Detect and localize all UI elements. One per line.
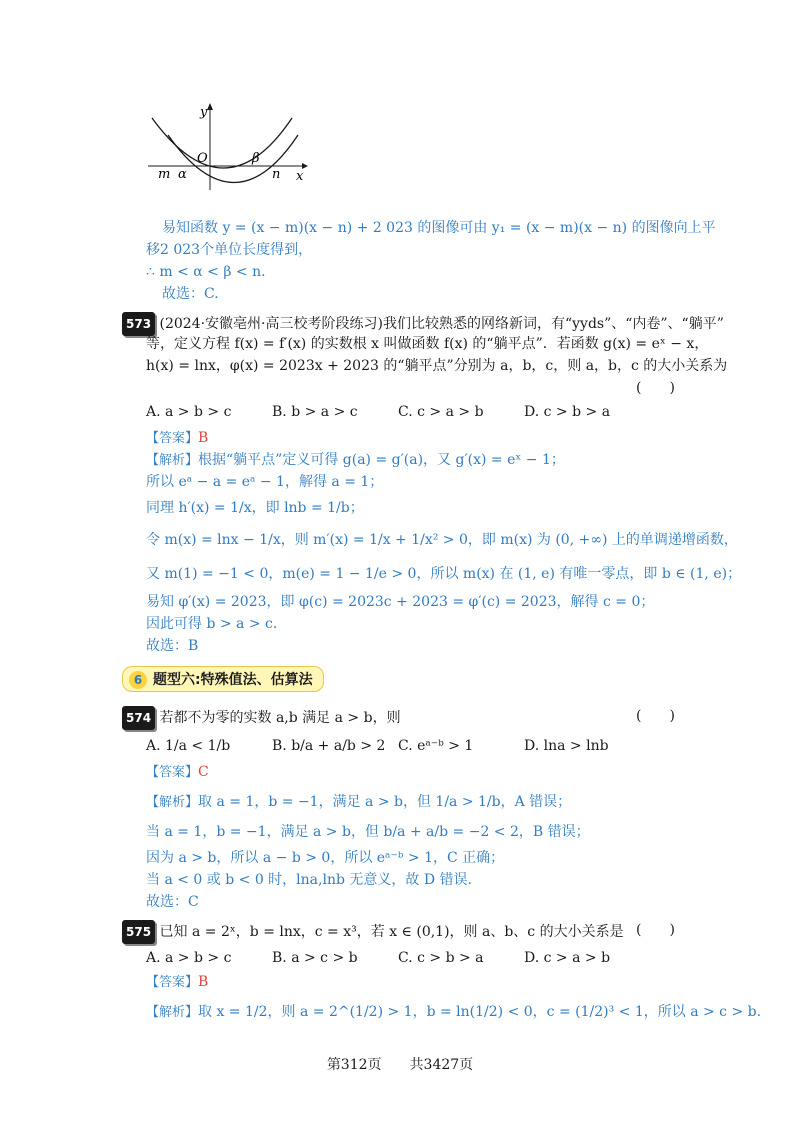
q575-option-c: C. c > b > a — [398, 950, 484, 966]
q573-analysis-text-1: 根据“躺平点”定义可得 g(a) = g′(a)，又 g′(x) = eˣ − 1； — [198, 452, 565, 468]
q575-option-a: A. a > b > c — [146, 950, 232, 966]
q573-option-b: B. b > a > c — [272, 404, 358, 420]
question-574-line — [122, 706, 401, 730]
question-number-574: 574 — [122, 706, 155, 730]
q575-analysis-line1 — [146, 1002, 761, 1023]
section-number: 6 — [129, 671, 147, 689]
q575-answer-tag: 【答案】 — [146, 975, 199, 990]
graph-beta-label: β — [252, 151, 260, 166]
graph-x-label: x — [296, 169, 304, 184]
q573-analysis-line2: 所以 eᵃ − a = eᵃ − 1，解得 a = 1； — [146, 474, 384, 490]
y-axis-arrow — [207, 103, 213, 110]
question-573-bracket: ( ) — [636, 380, 675, 396]
q573-option-d: D. c > b > a — [524, 404, 611, 420]
q573-answer-tag: 【答案】 — [146, 431, 199, 446]
question-number-575: 575 — [122, 920, 155, 944]
graph-m-label: m — [158, 167, 171, 182]
q573-option-a: A. a > b > c — [146, 404, 232, 420]
q573-analysis-line8: 故选：B — [146, 638, 199, 654]
prev-solution-line4: 故选：C. — [162, 286, 219, 302]
q573-analysis-line7: 因此可得 b > a > c. — [146, 616, 278, 632]
q573-analysis-line5: 又 m(1) = −1 < 0，m(e) = 1 − 1/e > 0，所以 m(x) 在 (1, e) 有唯一零点，即 b ∈ (1, e)； — [146, 566, 742, 582]
question-574-stem: 若都不为零的实数 a,b 满足 a > b，则 — [159, 710, 401, 726]
q574-option-b: B. b/a + a/b > 2 — [272, 738, 386, 754]
q574-analysis-line3: 因为 a > b，所以 a − b > 0，所以 eᵃ⁻ᵇ > 1，C 正确； — [146, 850, 505, 866]
question-575-bracket: ( ) — [636, 922, 675, 938]
graph-y-label: y — [200, 105, 208, 120]
graph-alpha-label: α — [178, 167, 187, 182]
q574-analysis-line5: 故选：C — [146, 894, 199, 910]
question-573-line1 — [122, 312, 724, 336]
question-573-stem-line2: 等，定义方程 f(x) = f′(x) 的实数根 x 叫做函数 f(x) 的“躺平点”．若函数 g(x) = eˣ − x， — [146, 336, 709, 352]
q574-answer-tag: 【答案】 — [146, 765, 199, 780]
q574-answer — [146, 762, 209, 783]
q574-analysis-text-1: 取 a = 1，b = −1，满足 a > b，但 1/a > 1/b，A 错误； — [198, 794, 572, 810]
q573-analysis-line4: 令 m(x) = lnx − 1/x，则 m′(x) = 1/x + 1/x² > 0，即 m(x) 为 (0, +∞) 上的单调递增函数， — [146, 532, 738, 548]
q575-analysis-tag: 【解析】 — [146, 1005, 199, 1020]
q574-analysis-line4: 当 a < 0 或 b < 0 时，lna,lnb 无意义，故 D 错误. — [146, 872, 472, 888]
prev-solution-line2: 移2 023个单位长度得到， — [146, 242, 313, 258]
q575-analysis-text-1: 取 x = 1/2，则 a = 2^(1/2) > 1，b = ln(1/2) < 0，c = (1/2)³ < 1，所以 a > c > b. — [198, 1004, 762, 1020]
q573-option-c: C. c > a > b — [398, 404, 484, 420]
prev-solution-line3: ∴ m < α < β < n. — [146, 264, 266, 280]
q573-analysis-line6: 易知 φ′(x) = 2023，即 φ(c) = 2023c + 2023 = φ′(c) = 2023，解得 c = 0； — [146, 594, 655, 610]
q573-analysis-tag: 【解析】 — [146, 453, 199, 468]
graph-origin-label: O — [197, 151, 208, 166]
q574-analysis-tag: 【解析】 — [146, 795, 199, 810]
prev-solution-line1: 易知函数 y = (x − m)(x − n) + 2 023 的图像可由 y₁ = (x − m)(x − n) 的图像向上平 — [162, 220, 716, 236]
q574-option-c: C. eᵃ⁻ᵇ > 1 — [398, 738, 474, 754]
graph-n-label: n — [272, 167, 281, 182]
q575-option-b: B. a > c > b — [272, 950, 358, 966]
question-573-stem-line3: h(x) = lnx，φ(x) = 2023x + 2023 的“躺平点”分别为 a，b，c，则 a，b，c 的大小关系为 — [146, 358, 728, 374]
q574-answer-value: C — [198, 764, 209, 780]
question-573-stem-line1: (2024·安徽亳州·高三校考阶段练习)我们比较熟悉的网络新词，有“yyds”、“内卷”、“躺平” — [159, 316, 724, 332]
q573-answer — [146, 428, 208, 449]
q574-analysis-line2: 当 a = 1，b = −1，满足 a > b，但 b/a + a/b = −2 < 2，B 错误； — [146, 824, 590, 840]
q573-analysis-line3: 同理 h′(x) = 1/x，即 lnb = 1/b； — [146, 500, 364, 516]
q575-answer-value: B — [198, 974, 209, 990]
q574-option-a: A. 1/a < 1/b — [146, 738, 231, 754]
section-title: 题型六:特殊值法、估算法 — [153, 672, 313, 688]
q574-analysis-line1 — [146, 792, 571, 813]
q574-option-d: D. lna > lnb — [524, 738, 609, 754]
q575-option-d: D. c > a > b — [524, 950, 611, 966]
question-575-stem: 已知 a = 2ˣ，b = lnx，c = x³，若 x ∈ (0,1)，则 a、b、c 的大小关系是 — [159, 924, 624, 940]
q575-answer — [146, 972, 208, 993]
section-header-6 — [122, 666, 324, 692]
q573-answer-value: B — [198, 430, 209, 446]
question-575-line — [122, 920, 624, 944]
question-574-bracket: ( ) — [636, 708, 675, 724]
page-footer: 第312页 共3427页 — [326, 1057, 474, 1073]
parabola-graph — [140, 100, 310, 192]
upper-parabola — [152, 118, 292, 168]
question-number-573: 573 — [122, 312, 155, 336]
q573-analysis-line1 — [146, 450, 565, 471]
